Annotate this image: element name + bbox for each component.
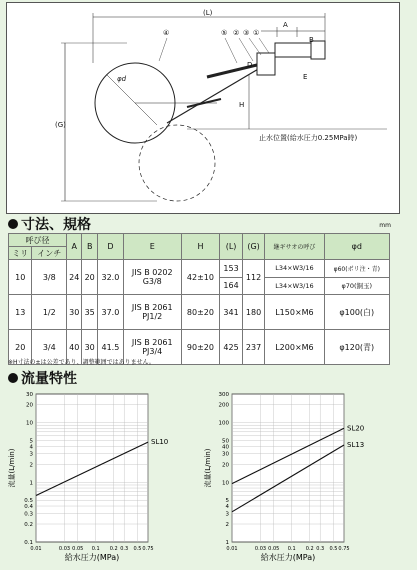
header-inch: インチ (32, 247, 67, 260)
x-axis-label: 給水圧力(MPa) (64, 553, 120, 562)
x-tick-label: 0.03 (58, 546, 71, 552)
table-header-row-1 (9, 234, 390, 247)
header-d: D (97, 234, 123, 260)
x-tick-label: 0.05 (72, 546, 84, 552)
y-tick-label: 40 (222, 444, 229, 451)
header-l: (L) (220, 234, 242, 260)
flow-chart-sl20-sl13-svg (200, 388, 370, 566)
part-1: ① (253, 29, 260, 37)
x-tick-label: 0.3 (120, 546, 129, 552)
part-2: ② (233, 29, 240, 37)
label-e: E (303, 73, 308, 81)
x-tick-label: 0.01 (30, 546, 42, 552)
table-row: 20 3/4 40 30 41.5 JIS B 2061 PJ3/4 90±20 425 237 L200×M6 φ120(青) (9, 330, 390, 365)
flow-chart-sl20-sl13 (200, 388, 370, 570)
technical-drawing (6, 2, 400, 214)
y-tick-label: 1 (225, 540, 229, 546)
float-ball-lower (139, 125, 215, 201)
y-tick-label: 100 (218, 420, 229, 427)
y-tick-label: 4 (29, 444, 33, 451)
table-note: ※H寸法の±は公差であり、調整範囲ではありません。 (8, 359, 155, 366)
valve-pipe (275, 43, 311, 57)
y-tick-label: 0.3 (24, 511, 33, 518)
y-tick-label: 0.4 (24, 504, 33, 511)
header-connector: 継ギサオの呼び (265, 234, 324, 260)
x-tick-label: 0.2 (109, 546, 118, 552)
y-tick-label: 30 (222, 451, 229, 458)
y-tick-label: 0.2 (24, 522, 33, 529)
series-label-sl13: SL13 (347, 441, 365, 450)
label-a: A (283, 21, 288, 29)
y-tick-label: 2 (29, 462, 33, 469)
y-tick-label: 10 (26, 420, 33, 427)
part-4: ④ (163, 29, 170, 37)
y-tick-label: 200 (218, 402, 229, 409)
header-mm: ミリ (9, 247, 32, 260)
y-tick-label: 3 (225, 511, 229, 518)
spec-table (8, 233, 390, 365)
x-tick-label: 0.05 (268, 546, 280, 552)
series-label-sl20: SL20 (347, 424, 365, 433)
x-tick-label: 0.5 (329, 546, 338, 552)
y-tick-label: 1 (29, 480, 33, 487)
part-3: ③ (243, 29, 250, 37)
y-axis-label: 流量(L/min) (8, 448, 16, 488)
label-h: H (239, 101, 245, 109)
x-tick-label: 0.1 (91, 546, 100, 552)
header-h: H (181, 234, 220, 260)
y-tick-label: 5 (29, 438, 33, 445)
label-g: (G) (55, 121, 66, 129)
x-axis-label: 給水圧力(MPa) (260, 553, 316, 562)
x-tick-label: 0.03 (254, 546, 267, 552)
label-phi-d: φd (117, 75, 127, 83)
y-tick-label: 20 (222, 462, 229, 469)
flow-chart-sl10-svg (4, 388, 174, 566)
stop-position-label: 止水位置(給水圧力0.25MPa時) (259, 134, 358, 142)
header-a: A (67, 234, 82, 260)
label-l: (L) (203, 9, 213, 17)
y-tick-label: 50 (222, 438, 229, 445)
table-row: 10 3/8 24 20 32.0 JIS B 0202 G3/8 42±10 153 112 L34×W3/16 φ60(ポリ注・青) (9, 260, 390, 278)
header-b: B (82, 234, 97, 260)
series-label-sl10: SL10 (151, 438, 169, 447)
y-tick-label: 2 (225, 522, 229, 529)
dimensions-title: 寸法、規格 (8, 214, 91, 234)
header-g: (G) (242, 234, 264, 260)
x-tick-label: 0.75 (142, 546, 154, 552)
y-axis-label: 流量(L/min) (204, 448, 212, 488)
y-tick-label: 0.5 (24, 498, 33, 505)
bullet-icon (8, 373, 18, 383)
x-tick-label: 0.1 (287, 546, 296, 552)
x-tick-label: 0.5 (133, 546, 142, 552)
y-tick-label: 4 (225, 504, 229, 511)
y-tick-label: 10 (222, 480, 229, 487)
header-e: E (123, 234, 181, 260)
y-tick-label: 0.1 (24, 540, 33, 546)
valve-body (257, 53, 275, 75)
header-nominal: 呼び径 (9, 234, 67, 247)
y-tick-label: 300 (218, 392, 229, 398)
table-row: 13 1/2 30 35 37.0 JIS B 2061 PJ1/2 80±20 341 180 L150×M6 φ100(白) (9, 295, 390, 330)
drawing-svg (7, 3, 399, 213)
table-row: 164 L34×W3/16 φ70(銅玉) (9, 277, 390, 295)
label-b: B (309, 36, 314, 44)
y-tick-label: 5 (225, 498, 229, 505)
flow-title: 流量特性 (8, 368, 77, 388)
unit-label: mm (379, 222, 391, 229)
plot-area (36, 394, 148, 542)
label-d: D (247, 61, 253, 69)
bullet-icon (8, 219, 18, 229)
x-tick-label: 0.75 (338, 546, 350, 552)
y-tick-label: 30 (26, 392, 33, 398)
x-tick-label: 0.2 (305, 546, 314, 552)
x-tick-label: 0.01 (226, 546, 238, 552)
plot-area (232, 394, 344, 542)
x-tick-label: 0.3 (316, 546, 325, 552)
part-5: ⑤ (221, 29, 228, 37)
y-tick-label: 3 (29, 451, 33, 458)
header-phi-d: φd (324, 234, 389, 260)
y-tick-label: 20 (26, 402, 33, 409)
flow-chart-sl10 (4, 388, 174, 570)
